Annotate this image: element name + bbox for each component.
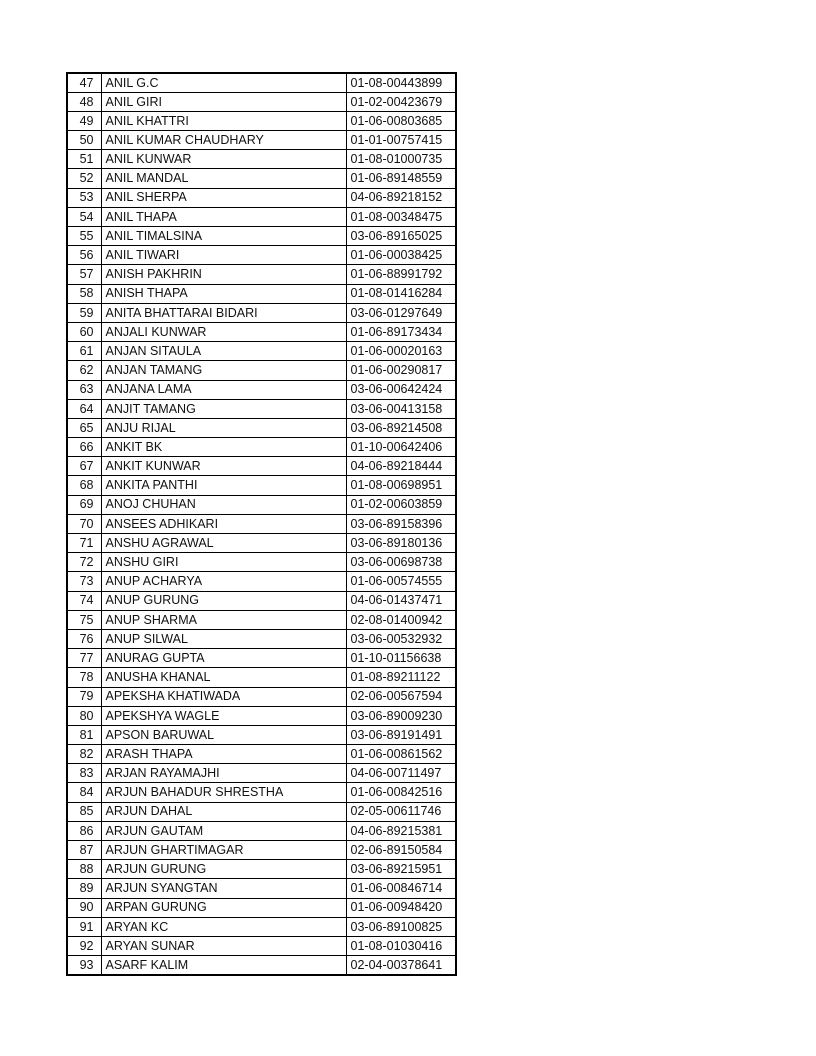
row-number-cell: 66 — [67, 438, 101, 457]
name-cell: ANJANA LAMA — [101, 380, 346, 399]
id-cell: 01-06-00846714 — [346, 879, 456, 898]
table-row — [67, 841, 456, 860]
id-cell: 03-06-89165025 — [346, 227, 456, 246]
row-number-cell: 51 — [67, 150, 101, 169]
id-cell: 02-05-00611746 — [346, 802, 456, 821]
table-row — [67, 745, 456, 764]
table-row — [67, 418, 456, 437]
name-cell: ANKIT BK — [101, 438, 346, 457]
name-cell: ANITA BHATTARAI BIDARI — [101, 303, 346, 322]
id-cell: 01-08-01000735 — [346, 150, 456, 169]
name-cell: ANJU RIJAL — [101, 418, 346, 437]
row-number-cell: 57 — [67, 265, 101, 284]
table-row — [67, 303, 456, 322]
name-cell: ANISH THAPA — [101, 284, 346, 303]
id-cell: 01-10-00642406 — [346, 438, 456, 457]
name-cell: ANSEES ADHIKARI — [101, 514, 346, 533]
row-number-cell: 88 — [67, 860, 101, 879]
id-cell: 01-01-00757415 — [346, 131, 456, 150]
id-cell: 02-06-00567594 — [346, 687, 456, 706]
row-number-cell: 87 — [67, 841, 101, 860]
table-row — [67, 610, 456, 629]
name-cell: ANIL KHATTRI — [101, 111, 346, 130]
id-cell: 03-06-00698738 — [346, 553, 456, 572]
table-row — [67, 342, 456, 361]
table-row — [67, 246, 456, 265]
roster-table — [66, 72, 457, 976]
row-number-cell: 56 — [67, 246, 101, 265]
id-cell: 03-06-01297649 — [346, 303, 456, 322]
row-number-cell: 73 — [67, 572, 101, 591]
table-row — [67, 936, 456, 955]
name-cell: ANJIT TAMANG — [101, 399, 346, 418]
name-cell: ARJUN GAUTAM — [101, 821, 346, 840]
id-cell: 02-04-00378641 — [346, 956, 456, 975]
table-row — [67, 572, 456, 591]
name-cell: ARJAN RAYAMAJHI — [101, 764, 346, 783]
table-row — [67, 150, 456, 169]
id-cell: 04-06-89218152 — [346, 188, 456, 207]
row-number-cell: 58 — [67, 284, 101, 303]
id-cell: 01-06-00842516 — [346, 783, 456, 802]
id-cell: 03-06-89215951 — [346, 860, 456, 879]
name-cell: ARJUN BAHADUR SHRESTHA — [101, 783, 346, 802]
table-row — [67, 457, 456, 476]
id-cell: 01-08-00698951 — [346, 476, 456, 495]
name-cell: ANIL MANDAL — [101, 169, 346, 188]
name-cell: ARJUN SYANGTAN — [101, 879, 346, 898]
id-cell: 04-06-89218444 — [346, 457, 456, 476]
table-row — [67, 399, 456, 418]
table-row — [67, 92, 456, 111]
table-row — [67, 380, 456, 399]
table-row — [67, 879, 456, 898]
id-cell: 01-06-89148559 — [346, 169, 456, 188]
name-cell: ANUP ACHARYA — [101, 572, 346, 591]
id-cell: 01-02-00603859 — [346, 495, 456, 514]
table-row — [67, 629, 456, 648]
id-cell: 03-06-89214508 — [346, 418, 456, 437]
id-cell: 04-06-89215381 — [346, 821, 456, 840]
row-number-cell: 79 — [67, 687, 101, 706]
table-row — [67, 514, 456, 533]
id-cell: 01-06-89173434 — [346, 322, 456, 341]
id-cell: 01-06-00948420 — [346, 898, 456, 917]
row-number-cell: 62 — [67, 361, 101, 380]
table-row — [67, 591, 456, 610]
name-cell: APEKSHYA WAGLE — [101, 706, 346, 725]
id-cell: 03-06-89180136 — [346, 534, 456, 553]
id-cell: 01-06-00803685 — [346, 111, 456, 130]
id-cell: 01-02-00423679 — [346, 92, 456, 111]
id-cell: 01-10-01156638 — [346, 649, 456, 668]
row-number-cell: 63 — [67, 380, 101, 399]
row-number-cell: 84 — [67, 783, 101, 802]
name-cell: ARJUN GHARTIMAGAR — [101, 841, 346, 860]
row-number-cell: 91 — [67, 917, 101, 936]
id-cell: 01-08-00348475 — [346, 207, 456, 226]
row-number-cell: 52 — [67, 169, 101, 188]
row-number-cell: 71 — [67, 534, 101, 553]
id-cell: 04-06-01437471 — [346, 591, 456, 610]
row-number-cell: 60 — [67, 322, 101, 341]
table-row — [67, 917, 456, 936]
table-row — [67, 131, 456, 150]
row-number-cell: 50 — [67, 131, 101, 150]
name-cell: ANUP SILWAL — [101, 629, 346, 648]
row-number-cell: 65 — [67, 418, 101, 437]
name-cell: ANIL KUNWAR — [101, 150, 346, 169]
name-cell: ARJUN DAHAL — [101, 802, 346, 821]
row-number-cell: 59 — [67, 303, 101, 322]
row-number-cell: 80 — [67, 706, 101, 725]
name-cell: ANURAG GUPTA — [101, 649, 346, 668]
row-number-cell: 53 — [67, 188, 101, 207]
name-cell: ANJAN SITAULA — [101, 342, 346, 361]
id-cell: 01-08-01416284 — [346, 284, 456, 303]
table-row — [67, 668, 456, 687]
table-row — [67, 802, 456, 821]
table-row — [67, 207, 456, 226]
table-row — [67, 73, 456, 92]
table-row — [67, 553, 456, 572]
name-cell: ANISH PAKHRIN — [101, 265, 346, 284]
name-cell: ANIL TIMALSINA — [101, 227, 346, 246]
table-row — [67, 476, 456, 495]
row-number-cell: 93 — [67, 956, 101, 975]
name-cell: ANUP GURUNG — [101, 591, 346, 610]
name-cell: ANIL KUMAR CHAUDHARY — [101, 131, 346, 150]
row-number-cell: 70 — [67, 514, 101, 533]
id-cell: 02-06-89150584 — [346, 841, 456, 860]
name-cell: ANKIT KUNWAR — [101, 457, 346, 476]
id-cell: 02-08-01400942 — [346, 610, 456, 629]
table-row — [67, 783, 456, 802]
id-cell: 03-06-89009230 — [346, 706, 456, 725]
id-cell: 03-06-00532932 — [346, 629, 456, 648]
row-number-cell: 75 — [67, 610, 101, 629]
id-cell: 03-06-00413158 — [346, 399, 456, 418]
name-cell: ANIL GIRI — [101, 92, 346, 111]
row-number-cell: 55 — [67, 227, 101, 246]
name-cell: ANSHU AGRAWAL — [101, 534, 346, 553]
table-row — [67, 169, 456, 188]
id-cell: 01-06-88991792 — [346, 265, 456, 284]
table-row — [67, 438, 456, 457]
table-row — [67, 860, 456, 879]
name-cell: ASARF KALIM — [101, 956, 346, 975]
row-number-cell: 64 — [67, 399, 101, 418]
table-row — [67, 821, 456, 840]
table-row — [67, 495, 456, 514]
row-number-cell: 92 — [67, 936, 101, 955]
row-number-cell: 78 — [67, 668, 101, 687]
name-cell: ARYAN KC — [101, 917, 346, 936]
table-row — [67, 188, 456, 207]
table-row — [67, 687, 456, 706]
table-row — [67, 111, 456, 130]
name-cell: ANIL SHERPA — [101, 188, 346, 207]
table-row — [67, 706, 456, 725]
table-row — [67, 764, 456, 783]
row-number-cell: 76 — [67, 629, 101, 648]
row-number-cell: 68 — [67, 476, 101, 495]
id-cell: 01-06-00574555 — [346, 572, 456, 591]
table-row — [67, 725, 456, 744]
id-cell: 01-08-00443899 — [346, 73, 456, 92]
id-cell: 01-06-00861562 — [346, 745, 456, 764]
name-cell: ANUP SHARMA — [101, 610, 346, 629]
name-cell: ARYAN SUNAR — [101, 936, 346, 955]
row-number-cell: 61 — [67, 342, 101, 361]
row-number-cell: 89 — [67, 879, 101, 898]
id-cell: 01-08-01030416 — [346, 936, 456, 955]
table-row — [67, 534, 456, 553]
name-cell: ANUSHA KHANAL — [101, 668, 346, 687]
name-cell: ARASH THAPA — [101, 745, 346, 764]
id-cell: 03-06-89191491 — [346, 725, 456, 744]
row-number-cell: 72 — [67, 553, 101, 572]
table-row — [67, 956, 456, 975]
name-cell: ANIL THAPA — [101, 207, 346, 226]
row-number-cell: 74 — [67, 591, 101, 610]
row-number-cell: 69 — [67, 495, 101, 514]
name-cell: ANKITA PANTHI — [101, 476, 346, 495]
row-number-cell: 81 — [67, 725, 101, 744]
name-cell: ANIL TIWARI — [101, 246, 346, 265]
table-row — [67, 284, 456, 303]
id-cell: 04-06-00711497 — [346, 764, 456, 783]
name-cell: ANIL G.C — [101, 73, 346, 92]
name-cell: ANJAN TAMANG — [101, 361, 346, 380]
table-row — [67, 361, 456, 380]
name-cell: ANSHU GIRI — [101, 553, 346, 572]
table-row — [67, 898, 456, 917]
row-number-cell: 48 — [67, 92, 101, 111]
table-row — [67, 265, 456, 284]
table-body — [67, 73, 456, 975]
id-cell: 03-06-89158396 — [346, 514, 456, 533]
row-number-cell: 85 — [67, 802, 101, 821]
row-number-cell: 83 — [67, 764, 101, 783]
table-row — [67, 322, 456, 341]
table-row — [67, 649, 456, 668]
name-cell: APSON BARUWAL — [101, 725, 346, 744]
row-number-cell: 49 — [67, 111, 101, 130]
id-cell: 03-06-89100825 — [346, 917, 456, 936]
row-number-cell: 47 — [67, 73, 101, 92]
row-number-cell: 86 — [67, 821, 101, 840]
name-cell: ANJALI KUNWAR — [101, 322, 346, 341]
id-cell: 01-06-00020163 — [346, 342, 456, 361]
row-number-cell: 67 — [67, 457, 101, 476]
name-cell: ARJUN GURUNG — [101, 860, 346, 879]
name-cell: APEKSHA KHATIWADA — [101, 687, 346, 706]
row-number-cell: 90 — [67, 898, 101, 917]
id-cell: 03-06-00642424 — [346, 380, 456, 399]
id-cell: 01-06-00038425 — [346, 246, 456, 265]
row-number-cell: 82 — [67, 745, 101, 764]
row-number-cell: 54 — [67, 207, 101, 226]
name-cell: ANOJ CHUHAN — [101, 495, 346, 514]
id-cell: 01-06-00290817 — [346, 361, 456, 380]
id-cell: 01-08-89211122 — [346, 668, 456, 687]
table-row — [67, 227, 456, 246]
row-number-cell: 77 — [67, 649, 101, 668]
name-cell: ARPAN GURUNG — [101, 898, 346, 917]
